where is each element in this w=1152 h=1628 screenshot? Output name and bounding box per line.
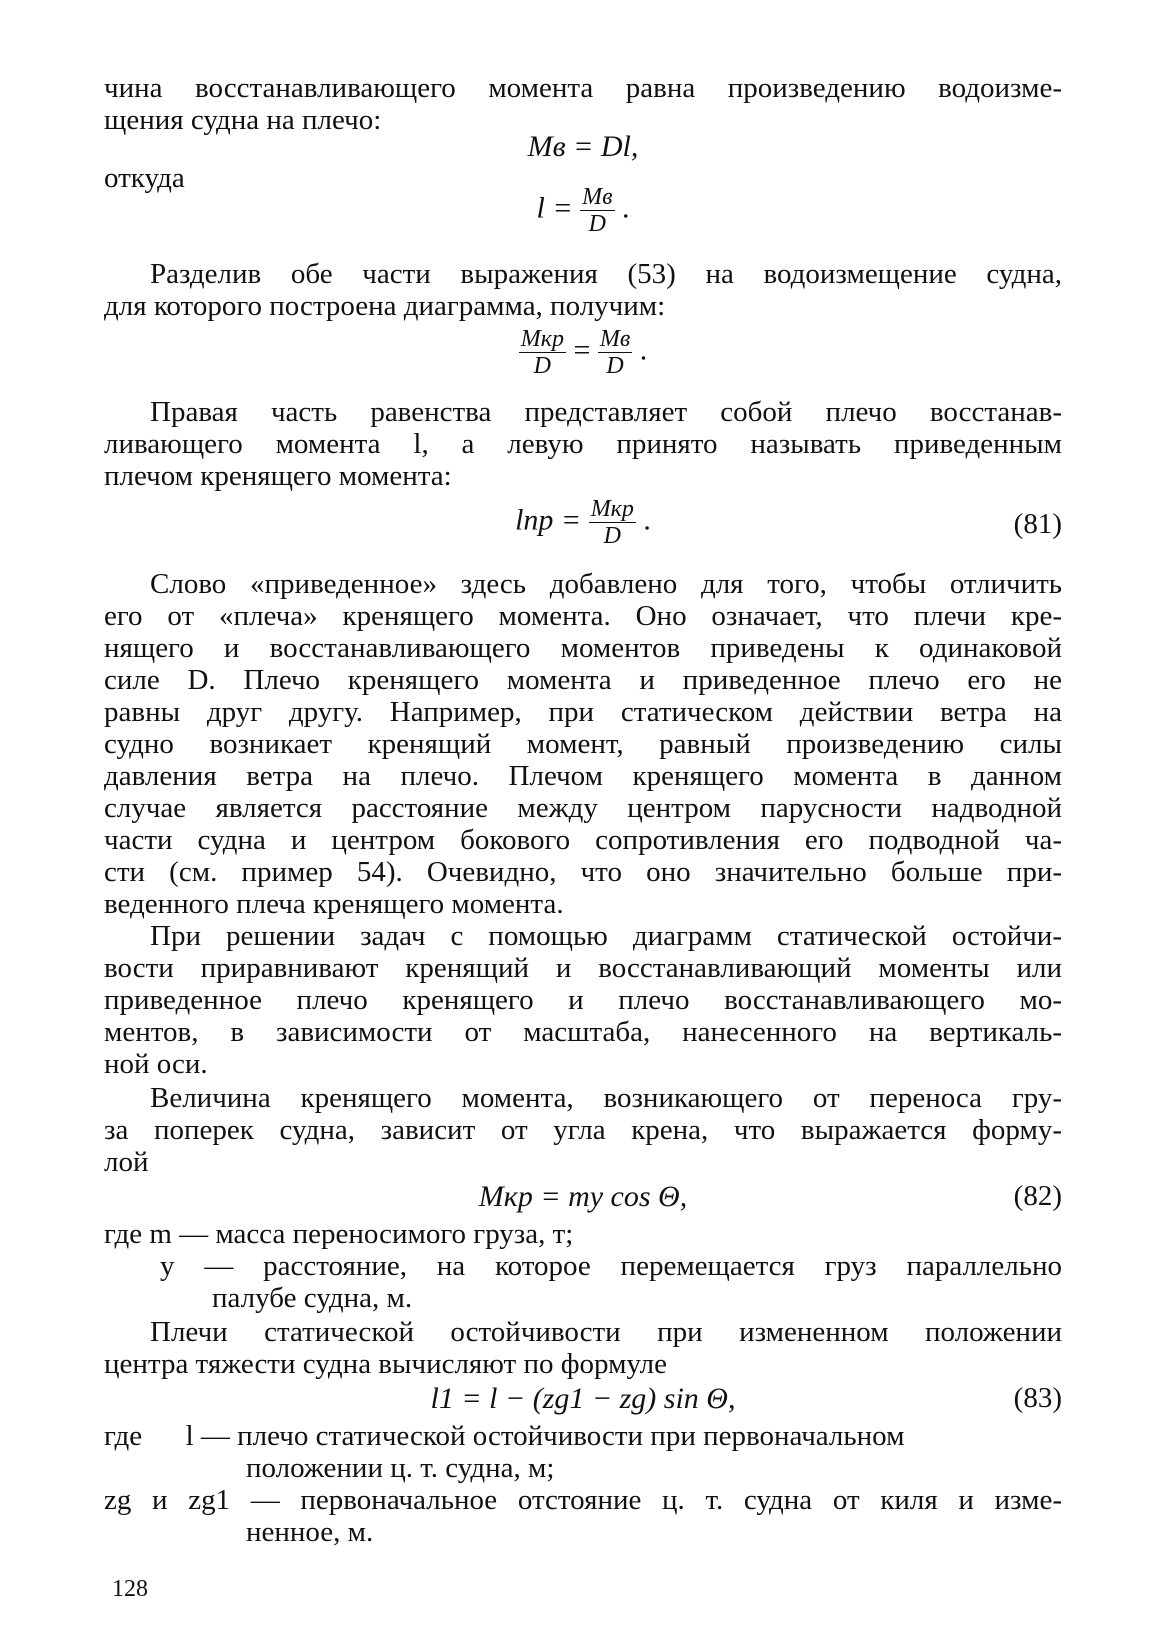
eq-lhs: l =	[536, 191, 573, 225]
text-line: вости приравнивают кренящий и восстанавливающий моменты или	[104, 952, 1062, 984]
fraction-denominator: D	[603, 523, 621, 549]
equation-81	[104, 496, 1062, 549]
text-line: его от «плеча» кренящего момента. Оно означает, что плечи кре-	[104, 600, 1062, 632]
text-line: сти (см. пример 54). Очевидно, что оно значительно больше при-	[104, 856, 1062, 888]
equation-mv: Mв = Dl,	[527, 130, 639, 163]
text-line: Правая часть равенства представляет собой плечо восстанав-	[150, 396, 1062, 428]
text-line: Величина кренящего момента, возникающего от переноса гру-	[150, 1082, 1062, 1114]
text-line: центра тяжести судна вычисляют по формуле	[104, 1348, 668, 1380]
text-line: случае является расстояние между центром парусности надводной	[104, 792, 1062, 824]
text-line: ментов, в зависимости от масштаба, нанесенного на вертикаль-	[104, 1016, 1062, 1048]
definition-line: ненное, м.	[246, 1516, 374, 1548]
text-line: силе D. Плечо кренящего момента и приведенное плечо его не	[104, 664, 1062, 696]
text-line: лой	[104, 1146, 149, 1178]
fraction	[519, 326, 566, 379]
equation-number: (82)	[1013, 1180, 1062, 1212]
equation-number: (81)	[1013, 508, 1062, 540]
definition-line: где l — плечо статической остойчивости при первоначальном	[104, 1420, 905, 1452]
text-line: ливающего момента l, а левую принято называть приведенным	[104, 428, 1062, 460]
eq-lhs: lпр =	[515, 503, 582, 537]
fraction-numerator: Mв	[582, 184, 613, 210]
text-line: веденного плеча кренящего момента.	[104, 888, 564, 920]
equation-number: (83)	[1013, 1382, 1062, 1414]
eq-tail: .	[643, 503, 651, 537]
equation-83: l1 = l − (zg1 − zg) sin Θ,	[430, 1382, 736, 1415]
fraction-denominator: D	[588, 211, 606, 237]
text-line: нящего и восстанавливающего моментов приведены к одинаковой	[104, 632, 1062, 664]
eq-tail: .	[639, 333, 648, 367]
text-line: для которого построена диаграмма, получим:	[104, 290, 666, 322]
definition-line: где m — масса переносимого груза, т;	[104, 1218, 574, 1250]
definition-line: палубе судна, м.	[212, 1282, 413, 1314]
text-line: откуда	[104, 162, 185, 194]
text-line: Слово «приведенное» здесь добавлено для того, чтобы отличить	[150, 568, 1062, 600]
fraction-numerator: Mкр	[590, 496, 634, 522]
fraction-denominator: D	[533, 353, 551, 379]
fraction	[598, 326, 632, 379]
text-line: равны друг другу. Например, при статическом действии ветра на	[104, 696, 1062, 728]
definition-line: y — расстояние, на которое перемещается груз параллельно	[160, 1250, 1062, 1282]
equation-ratio	[104, 326, 1062, 379]
text-line: чина восстанавливающего момента равна произведению водоизме-	[104, 72, 1062, 104]
page-number: 128	[112, 1576, 148, 1602]
fraction	[589, 496, 636, 549]
fraction-denominator: D	[606, 353, 624, 379]
text-line: Разделив обе части выражения (53) на водоизмещение судна,	[150, 258, 1062, 290]
text-line: приведенное плечо кренящего и плечо восстанавливающего мо-	[104, 984, 1062, 1016]
text-line: давления ветра на плечо. Плечом кренящего момента в данном	[104, 760, 1062, 792]
text-line: Плечи статической остойчивости при измененном положении	[150, 1316, 1062, 1348]
text-line: судно возникает кренящий момент, равный произведению силы	[104, 728, 1062, 760]
definition-line: zg и zg1 — первоначальное отстояние ц. т. судна от киля и изме-	[104, 1484, 1062, 1516]
text-line: щения судна на плечо:	[104, 104, 382, 136]
fraction	[580, 184, 614, 237]
text-line: за поперек судна, зависит от угла крена, что выражается форму-	[104, 1114, 1062, 1146]
eq-tail: .	[622, 191, 630, 225]
text-line: части судна и центром бокового сопротивления его подводной ча-	[104, 824, 1062, 856]
fraction-numerator: Mв	[599, 326, 631, 352]
definition-line: положении ц. т. судна, м;	[246, 1452, 555, 1484]
equation-82: Mкр = my cos Θ,	[478, 1180, 688, 1213]
fraction-numerator: Mкр	[520, 326, 564, 352]
equation-l	[104, 184, 1062, 237]
text-line: При решении задач с помощью диаграмм статической остойчи-	[150, 920, 1062, 952]
eq-equals: =	[573, 333, 591, 367]
text-line: плечом кренящего момента:	[104, 460, 452, 492]
text-line: ной оси.	[104, 1048, 208, 1080]
